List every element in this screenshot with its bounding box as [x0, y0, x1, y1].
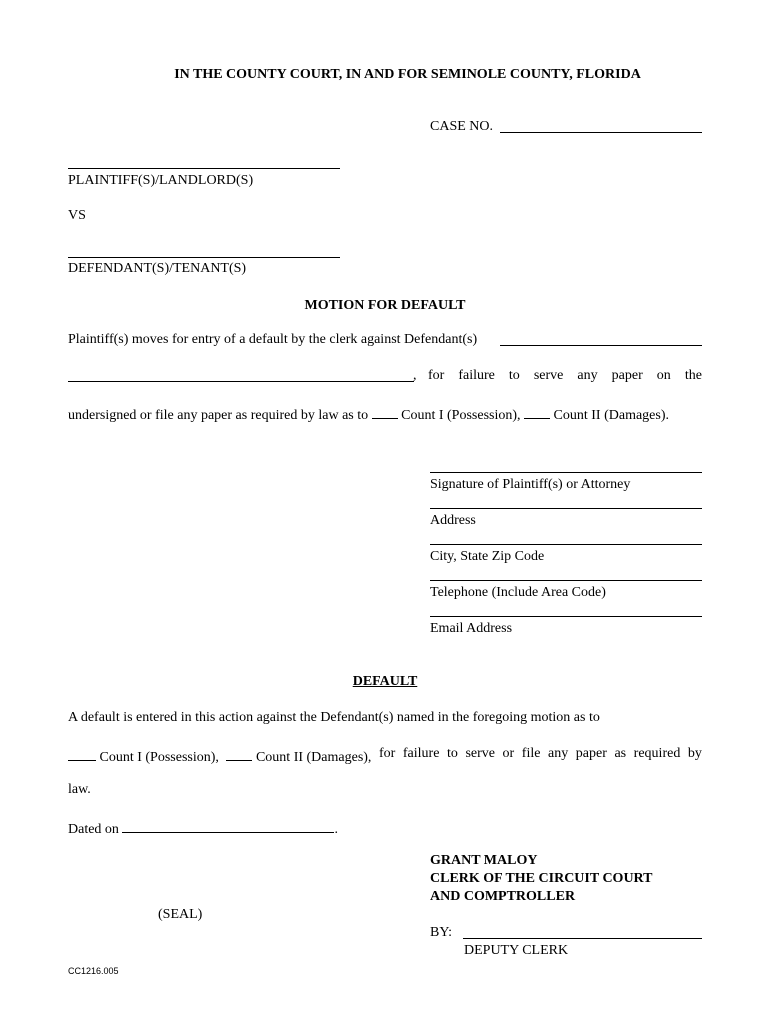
seal-label: (SEAL) [158, 907, 203, 922]
dated-row [68, 818, 338, 838]
motion-line-3 [68, 404, 669, 424]
count-2-group [226, 746, 371, 766]
defendant-names-field[interactable] [500, 332, 702, 346]
dated-label: Dated on [68, 822, 119, 837]
word: failure [458, 368, 495, 383]
motion-line-3-prefix: undersigned or file any paper as required by law as to [68, 408, 369, 423]
vs-label: VS [68, 208, 86, 223]
count-1-group [68, 746, 219, 766]
motion-line-2-words [428, 368, 702, 384]
word: to [508, 368, 520, 383]
word: to [446, 746, 458, 761]
signature-label: Signature of Plaintiff(s) or Attorney [430, 477, 631, 492]
signature-line[interactable] [430, 459, 702, 473]
word: serve [465, 746, 495, 761]
telephone-label: Telephone (Include Area Code) [430, 585, 606, 600]
word: paper [575, 746, 607, 761]
motion-line-1: Plaintiff(s) moves for entry of a default by the clerk against Defendant(s) [68, 332, 478, 347]
defendant-names-field-2[interactable] [68, 368, 414, 382]
clerk-title-2: AND COMPTROLLER [430, 889, 576, 904]
city-state-zip-line[interactable] [430, 531, 702, 545]
city-state-zip-label: City, State Zip Code [430, 549, 545, 564]
court-title: IN THE COUNTY COURT, IN AND FOR SEMINOLE COUNTY, FLORIDA [174, 67, 641, 82]
plaintiff-name-field[interactable] [68, 155, 340, 169]
word: for [428, 368, 445, 383]
count-1-label: Count I (Possession), [401, 408, 521, 423]
dated-field[interactable] [122, 818, 334, 833]
default-title: DEFAULT [352, 674, 418, 689]
default-line-1: A default is entered in this action against the Defendant(s) named in the foregoing motion as to [68, 710, 600, 725]
clerk-name: GRANT MALOY [430, 853, 538, 868]
case-no-field[interactable] [500, 119, 702, 133]
email-line[interactable] [430, 603, 702, 617]
clerk-title-1: CLERK OF THE CIRCUIT COURT [430, 871, 653, 886]
deputy-clerk-label: DEPUTY CLERK [464, 943, 569, 958]
word: any [577, 368, 598, 383]
motion-line-2-comma: , [413, 368, 417, 383]
count-1-checkbox-line[interactable] [372, 404, 398, 419]
word: on [656, 368, 671, 383]
form-code: CC1216.005 [68, 966, 119, 976]
default-line-3: law. [68, 782, 91, 797]
word: any [548, 746, 569, 761]
word: file [521, 746, 541, 761]
defendant-label: DEFENDANT(S)/TENANT(S) [68, 261, 247, 276]
word: as [614, 746, 627, 761]
address-label: Address [430, 513, 476, 528]
word: paper [611, 368, 643, 383]
telephone-line[interactable] [430, 567, 702, 581]
plaintiff-label: PLAINTIFF(S)/LANDLORD(S) [68, 173, 254, 188]
default-count-2-label: Count II (Damages), [255, 750, 372, 765]
default-count-1-label: Count I (Possession), [99, 750, 219, 765]
email-label: Email Address [430, 621, 513, 636]
default-count-1-line[interactable] [68, 746, 96, 761]
word: by [687, 746, 702, 761]
deputy-signature-line[interactable] [463, 925, 702, 939]
word: for [379, 746, 396, 761]
default-count-2-line[interactable] [226, 746, 252, 761]
word: or [502, 746, 515, 761]
default-line-2 [68, 746, 702, 766]
word: the [684, 368, 702, 383]
dated-period: . [334, 822, 338, 837]
count-2-label: Count II (Damages). [553, 408, 669, 423]
address-line[interactable] [430, 495, 702, 509]
defendant-name-field[interactable] [68, 244, 340, 258]
count-2-checkbox-line[interactable] [524, 404, 550, 419]
word: required [633, 746, 681, 761]
by-label: BY: [430, 925, 453, 940]
motion-title: MOTION FOR DEFAULT [304, 298, 466, 313]
word: failure [402, 746, 440, 761]
word: serve [533, 368, 564, 383]
case-no-label: CASE NO. [430, 119, 494, 134]
